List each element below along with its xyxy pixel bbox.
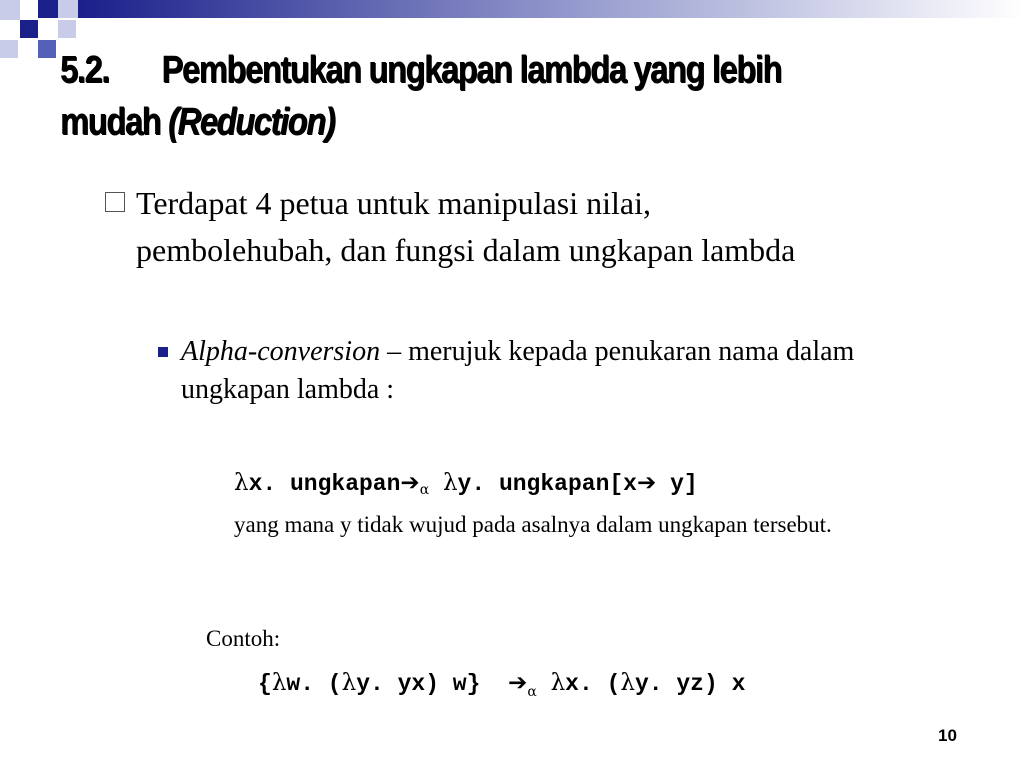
alpha-conversion-formula <box>234 468 698 505</box>
example-part-3: x. ( <box>565 671 621 697</box>
lambda-symbol: λ <box>620 670 635 696</box>
deco-square <box>38 40 56 58</box>
example-label: Contoh: <box>206 626 281 651</box>
header-gradient-bar <box>78 0 1024 18</box>
title-text: Pembentukan ungkapan lambda yang lebih mudah <box>60 49 782 143</box>
section-number: 5.2. <box>60 49 110 91</box>
filled-square-bullet-icon <box>158 347 168 357</box>
example-expression <box>258 668 745 707</box>
lambda-symbol: λ <box>341 670 357 696</box>
bullet-level-2-text <box>181 333 918 409</box>
alpha-subscript: α <box>527 684 537 700</box>
bullet-level-2 <box>158 333 918 409</box>
hollow-square-bullet-icon <box>105 192 125 212</box>
bullet-level-1-text: Terdapat 4 petua untuk manipulasi nilai, pembolehubah, dan fungsi dalam ungkapan lambda <box>136 185 796 268</box>
slide-title <box>60 44 834 148</box>
formula-left: x. ungkapan <box>248 471 401 497</box>
example-part-4: y. yz) x <box>634 671 746 697</box>
right-arrow-icon: ➔ <box>400 470 420 496</box>
deco-square <box>20 20 38 38</box>
deco-square <box>58 0 78 18</box>
deco-square <box>0 40 18 58</box>
lambda-symbol: λ <box>550 670 566 696</box>
right-arrow-icon: ➔ <box>636 470 657 496</box>
bullet-level-1 <box>105 180 825 274</box>
lambda-symbol: λ <box>234 470 249 496</box>
formula-note: yang mana y tidak wujud pada asalnya dalam ungkapan tersebut. <box>234 512 832 537</box>
example-part-1: w. ( <box>286 671 342 697</box>
formula-right: y. ungkapan[x <box>457 471 637 497</box>
page-number: 10 <box>938 726 957 745</box>
title-italic: (Reduction) <box>167 101 335 143</box>
deco-square <box>0 0 20 20</box>
deco-square <box>58 20 76 38</box>
right-arrow-icon: ➔ <box>508 670 528 696</box>
alpha-subscript: α <box>419 482 430 498</box>
example-open-brace: { <box>258 671 272 697</box>
example-part-2: y. yx) w} <box>356 671 481 697</box>
bullet-level-2-rest: – merujuk kepada penukaran nama dalam ungkapan lambda : <box>181 336 855 405</box>
lambda-symbol: λ <box>271 670 287 696</box>
lambda-symbol: λ <box>442 470 458 496</box>
alpha-conversion-term: Alpha-conversion <box>181 336 381 367</box>
deco-square <box>38 0 58 18</box>
formula-tail: y] <box>656 471 698 497</box>
